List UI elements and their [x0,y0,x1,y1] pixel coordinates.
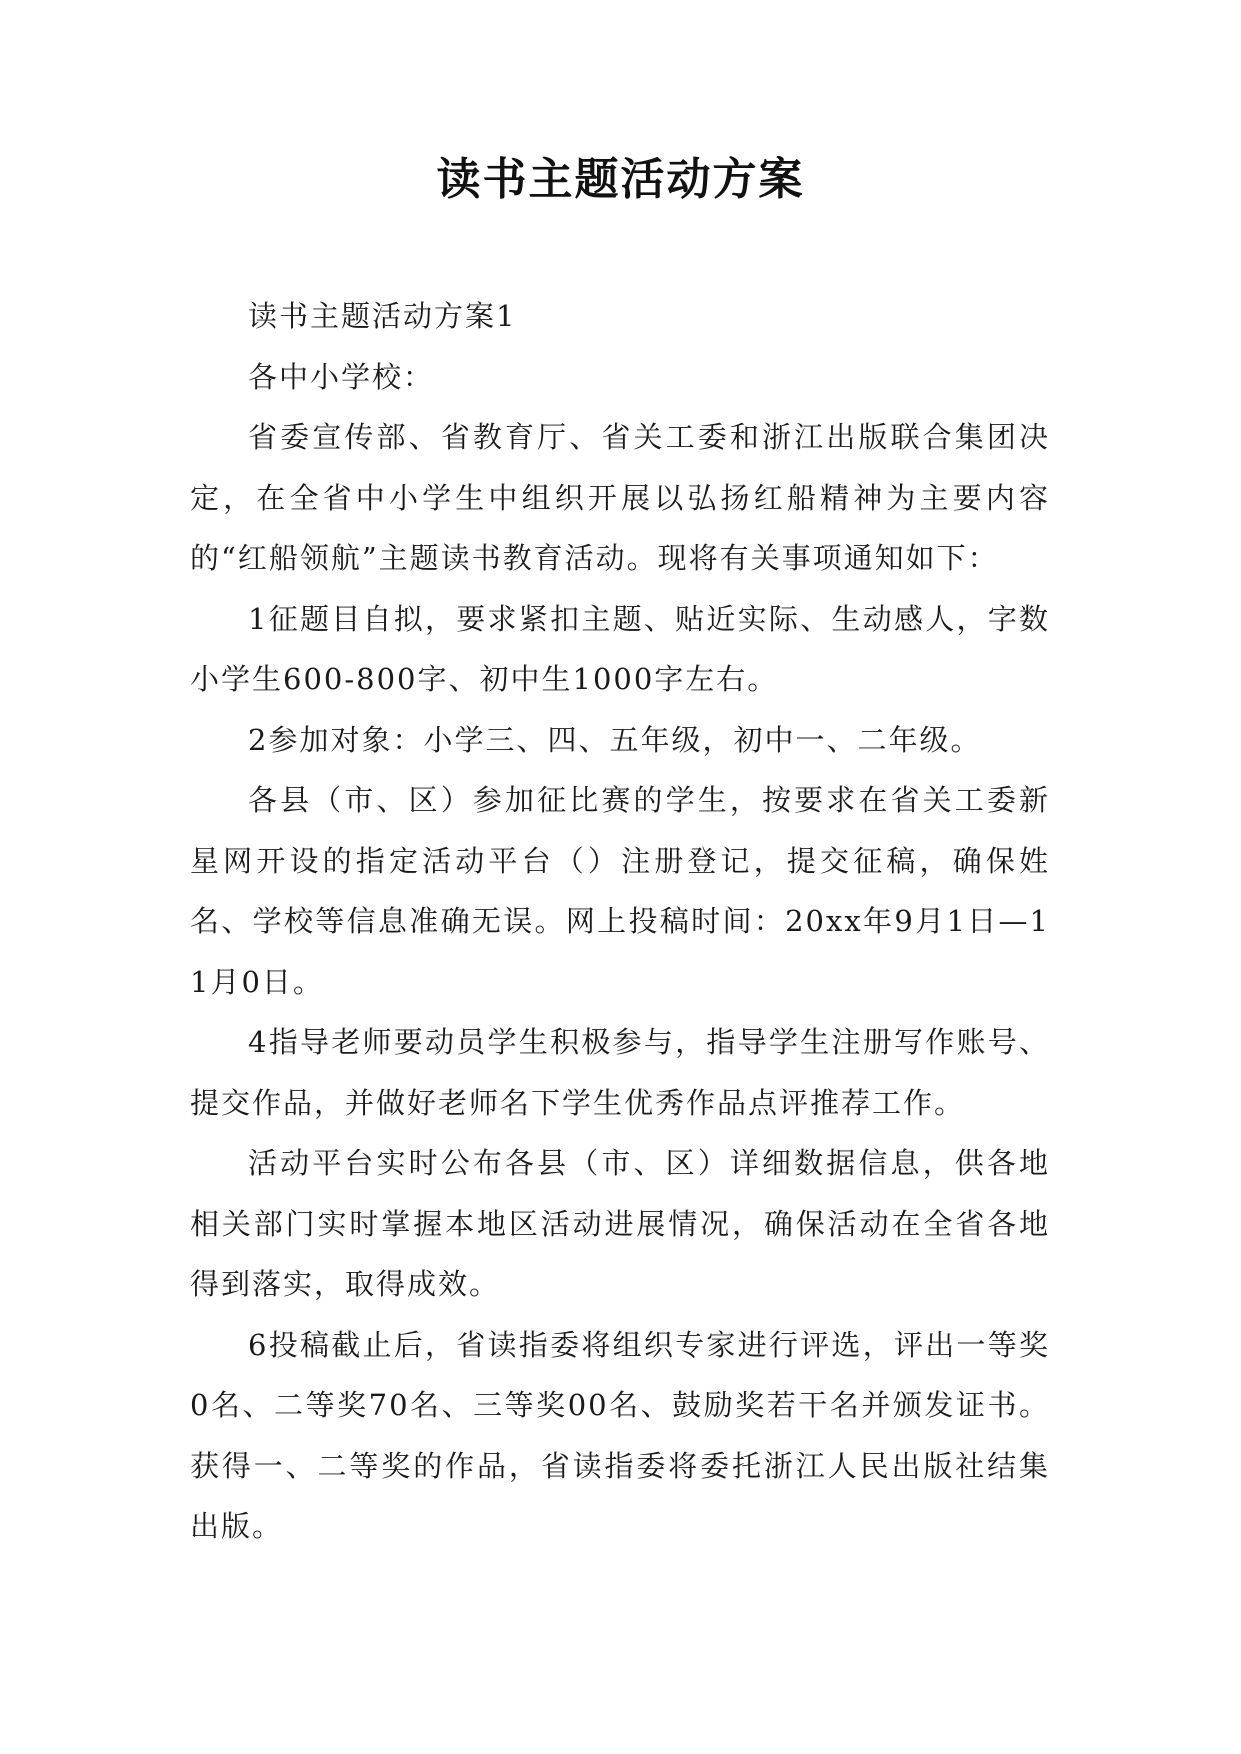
paragraph-item-1: 1征题目自拟，要求紧扣主题、贴近实际、生动感人，字数小学生600-800字、初中生1000字左右。 [190,601,1050,696]
paragraph-platform: 活动平台实时公布各县（市、区）详细数据信息，供各地相关部门实时掌握本地区活动进展情况，确保活动在全省各地得到落实，取得成效。 [190,1146,1050,1301]
paragraph-item-6: 6投稿截止后，省读指委将组织专家进行评选，评出一等奖0名、二等奖70名、三等奖00名、鼓励奖若干名并颁发证书。获得一、二等奖的作品，省读指委将委托浙江人民出版社结集出版。 [190,1327,1050,1543]
paragraph-heading: 读书主题活动方案1 [248,299,517,333]
document-title: 读书主题活动方案 [436,154,805,205]
paragraph-salutation: 各中小学校： [248,359,435,394]
paragraph-item-4: 4指导老师要动员学生积极参与，指导学生注册写作账号、提交作品，并做好老师名下学生优秀作品点评推荐工作。 [190,1025,1050,1120]
paragraph-intro: 省委宣传部、省教育厅、省关工委和浙江出版联合集团决定，在全省中小学生中组织开展以弘扬红船精神为主要内容的“红船领航”主题读书教育活动。现将有关事项通知如下： [190,420,1050,575]
paragraph-registration: 各县（市、区）参加征比赛的学生，按要求在省关工委新星网开设的指定活动平台（）注册登记，提交征稿，确保姓名、学校等信息准确无误。网上投稿时间：20xx年9月1日—11月0日。 [190,783,1050,999]
document-body [190,286,1050,1557]
paragraph-item-2: 2参加对象：小学三、四、五年级，初中一、二年级。 [248,722,982,757]
